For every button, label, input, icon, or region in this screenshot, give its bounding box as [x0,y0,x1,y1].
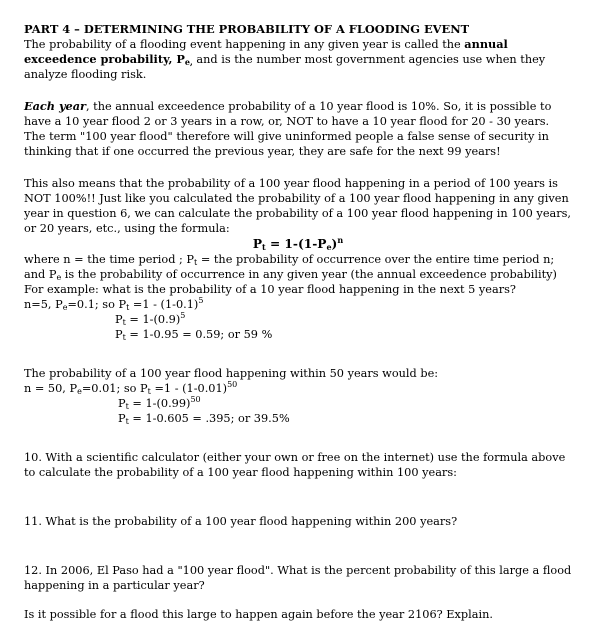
each-year-paragraph: Each year, the annual exceedence probability of a 10 year flood is 10%. So, it is possible to have a 10 year flood 2 or 3 years in a row, or, NOT to have a 10 year flood for 20 - 30 years. The term "100 year flood" therefore will give uninformed people a false sense of security in thinking that if one occurred the previous year, they are safe for the next 99 years! [24,99,552,158]
also-means-paragraph: This also means that the probability of a 100 year flood happening in a period of 100 years is NOT 100%!! Just like you calculated the probability of a 100 year flood happening in any given year in question 6, we can calculate the probability of a 100 year flood happening in 100 years, or 20 years, etc., using the formula: [24,177,572,235]
section-heading: PART 4 – DETERMINING THE PROBABILITY OF A FLOODING EVENT [24,22,470,36]
example2-line2: $P_t = 1-(0.99)^{50}$ [118,395,201,411]
question-11: 11. What is the probability of a 100 year flood happening within 200 years? [24,515,458,528]
example-intro: For example: what is the probability of a 10 year flood happening in the next 5 years? [24,283,516,296]
probability-formula: $P_t = 1-(1-P_e)^n$ [252,235,344,252]
intro-paragraph: The probability of a flooding event happening in any given year is called the annual exceedence probability, $P_{e,}$ and is the number most government agencies use when they analyze flooding risk. [24,37,546,81]
term-annual-exceedence: annual exceedence probability, $P_{e,}$ [24,37,508,67]
each-year-lead: Each year [24,99,86,113]
example2-line1: n = 50, $P_e=0.01$; so $P_t =1 - (1-0.01)^{50}$ [24,380,238,396]
worksheet-page [24,22,572,622]
example1-line3: $P_t = 1-0.95 = 0.59$; or 59 % [115,328,273,342]
example2-line3: $P_t = 1-0.605 = .395$; or 39.5% [118,412,290,426]
example1-line1: n=5, $P_e=0.1$; so $P_t =1 - (1-0.1)^5$ [24,296,204,312]
example2-intro: The probability of a 100 year flood happening within 50 years would be: [24,367,439,380]
where-definition: where n = the time period ; $P_t$ = the probability of occurrence over the entire time period n; and $P_e$ is the probability of occurrence in any given year (the annual exceedence probability) [24,253,557,282]
question-10: 10. With a scientific calculator (either your own or free on the internet) use the formula above to calculate the probability of a 100 year flood happening within 100 years: [24,451,566,479]
question-12-followup: Is it possible for a flood this large to happen again before the year 2106? Explain. [24,608,493,621]
example1-line2: $P_t = 1-(0.9)^5$ [115,311,186,327]
question-12: 12. In 2006, El Paso had a "100 year flood". What is the percent probability of this large a flood happening in a particular year? [24,564,572,592]
